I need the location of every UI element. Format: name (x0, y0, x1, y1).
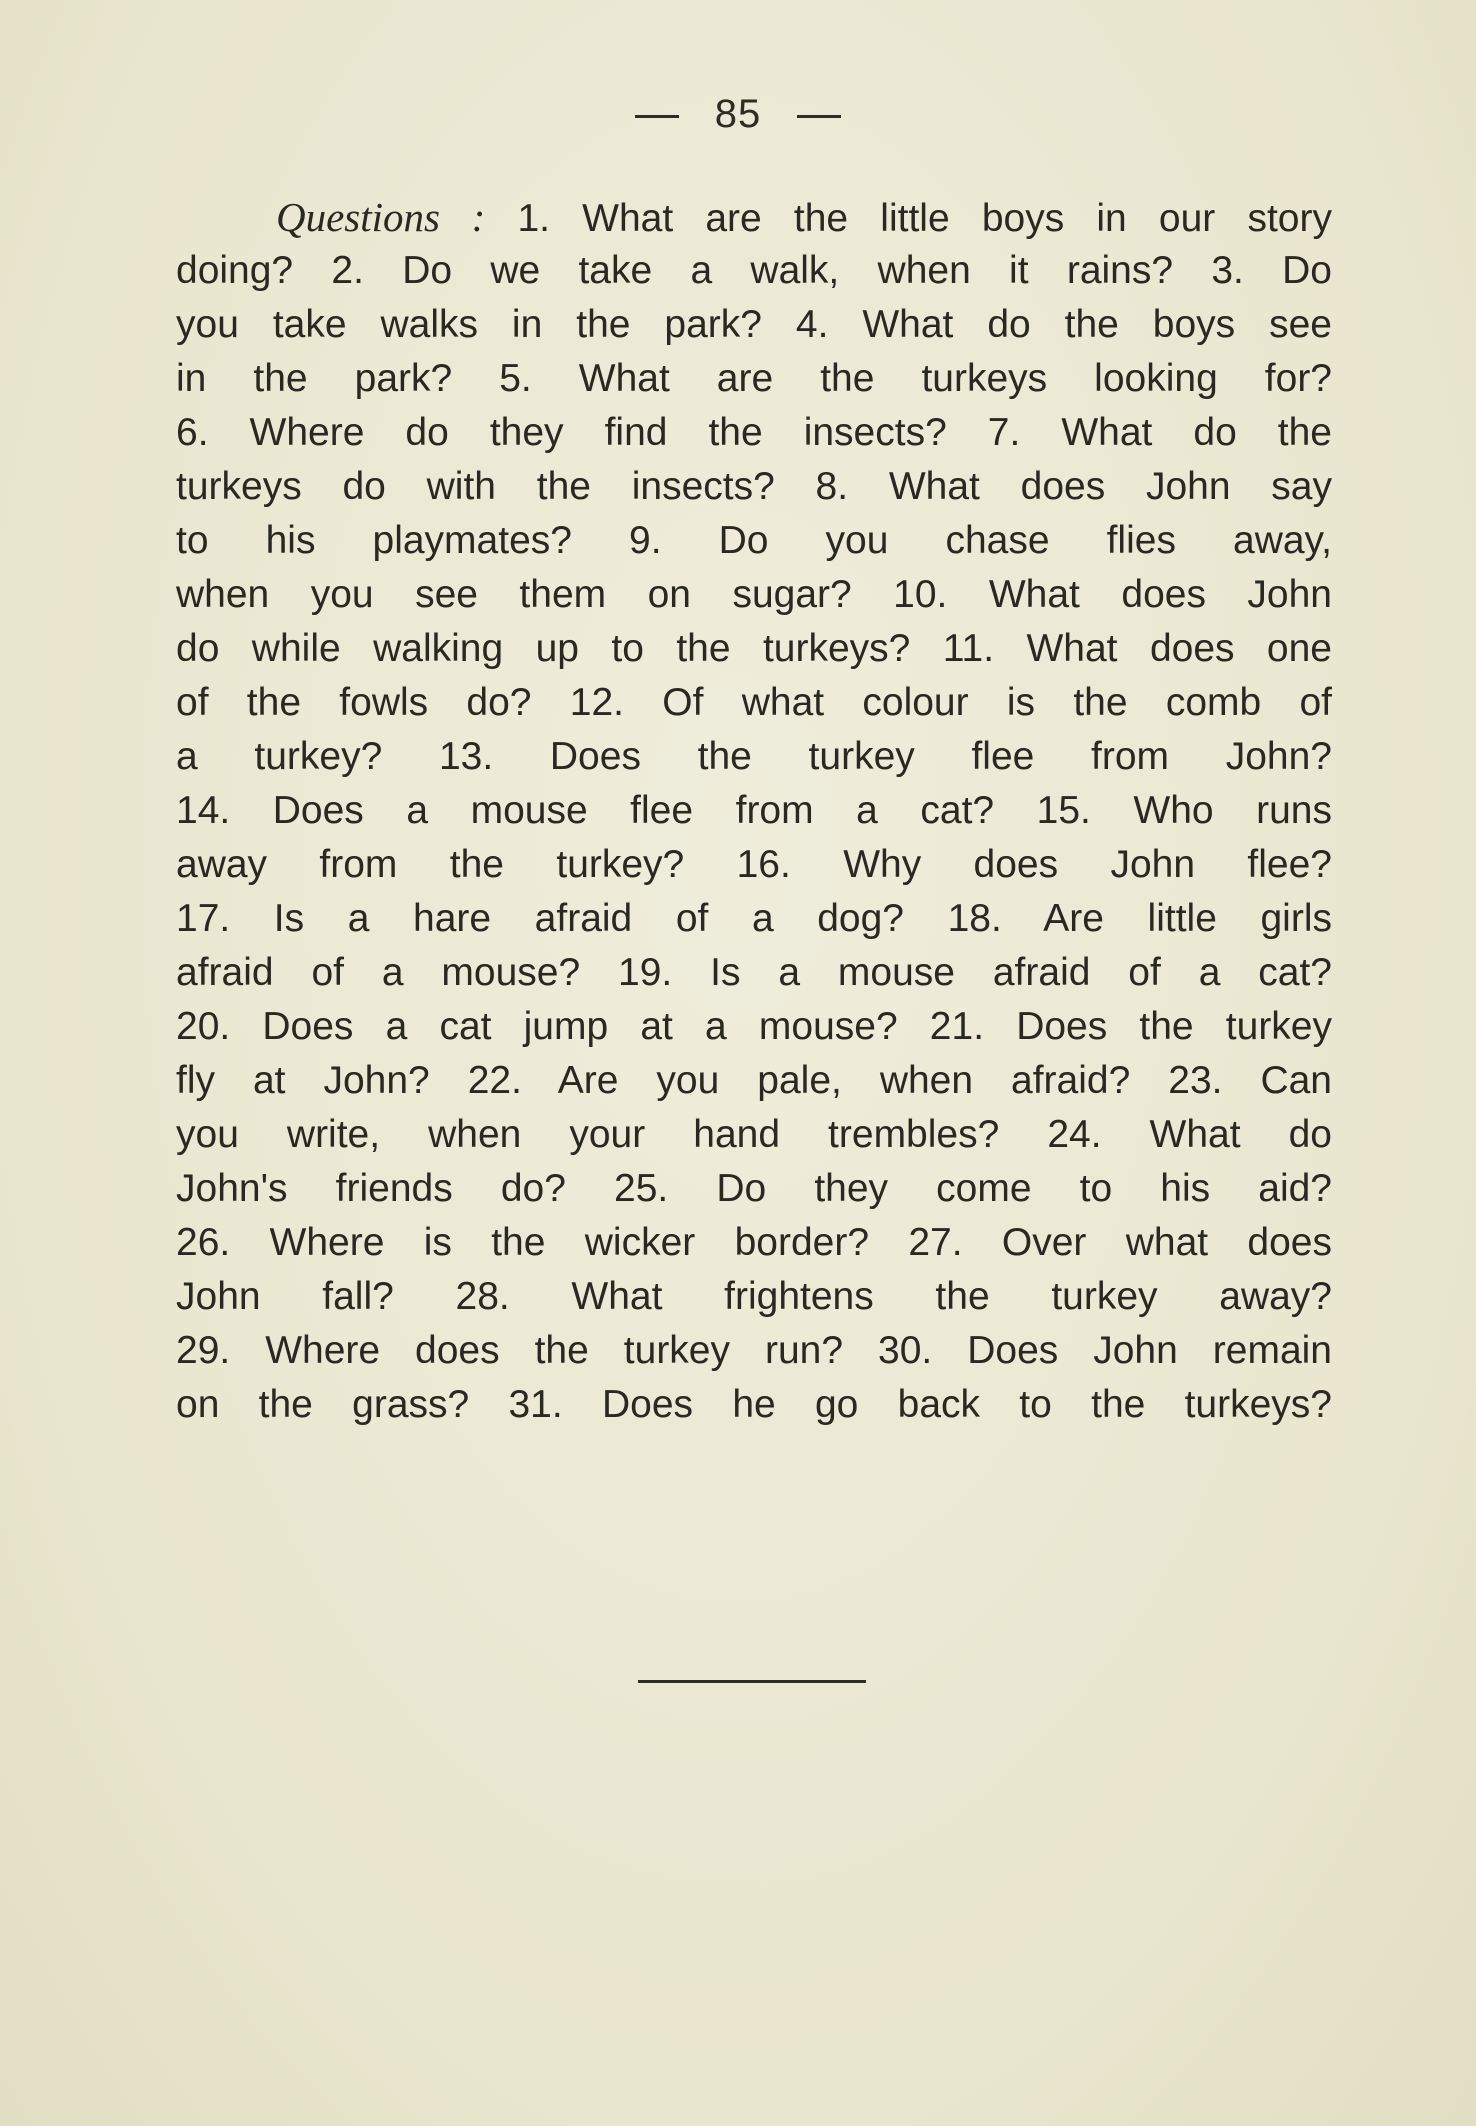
text-line: to his playmates? 9. Do you chase flies away, (176, 519, 1332, 562)
text-line: you write, when your hand trembles? 24. What do (176, 1113, 1332, 1156)
text-line: turkeys do with the insects? 8. What does John say (176, 465, 1332, 508)
section-end-rule (638, 1680, 866, 1683)
page-number-header (0, 92, 1476, 137)
text-line: afraid of a mouse? 19. Is a mouse afraid of a cat? (176, 951, 1332, 994)
page-number: 85 (714, 92, 762, 136)
text-line: John fall? 28. What frightens the turkey away? (176, 1275, 1332, 1318)
questions-paragraph (176, 190, 1332, 1432)
text-line: 29. Where does the turkey run? 30. Does John remain (176, 1329, 1332, 1372)
text-line: John's friends do? 25. Do they come to his aid? (176, 1167, 1332, 1210)
text-line: 6. Where do they find the insects? 7. What do the (176, 411, 1332, 454)
line-text: 1. What are the little boys in our story (517, 197, 1332, 240)
text-line: a turkey? 13. Does the turkey flee from John? (176, 735, 1332, 778)
text-line: of the fowls do? 12. Of what colour is the comb of (176, 681, 1332, 724)
text-line: 14. Does a mouse flee from a cat? 15. Who runs (176, 789, 1332, 832)
folio-dash-right (797, 115, 841, 118)
text-line: 20. Does a cat jump at a mouse? 21. Does the turkey (176, 1005, 1332, 1048)
folio-dash-left (635, 115, 679, 118)
questions-lead-in: Questions : (276, 194, 486, 240)
text-line: do while walking up to the turkeys? 11. What does one (176, 627, 1332, 670)
text-line (176, 190, 1332, 244)
text-line: on the grass? 31. Does he go back to the turkeys? (176, 1383, 1332, 1426)
text-line: doing? 2. Do we take a walk, when it rains? 3. Do (176, 249, 1332, 292)
text-line: you take walks in the park? 4. What do the boys see (176, 303, 1332, 346)
text-line: 17. Is a hare afraid of a dog? 18. Are little girls (176, 897, 1332, 940)
text-line: away from the turkey? 16. Why does John flee? (176, 843, 1332, 886)
text-line: 26. Where is the wicker border? 27. Over what does (176, 1221, 1332, 1264)
text-line: when you see them on sugar? 10. What does John (176, 573, 1332, 616)
text-line: fly at John? 22. Are you pale, when afraid? 23. Can (176, 1059, 1332, 1102)
text-line: in the park? 5. What are the turkeys looking for? (176, 357, 1332, 400)
